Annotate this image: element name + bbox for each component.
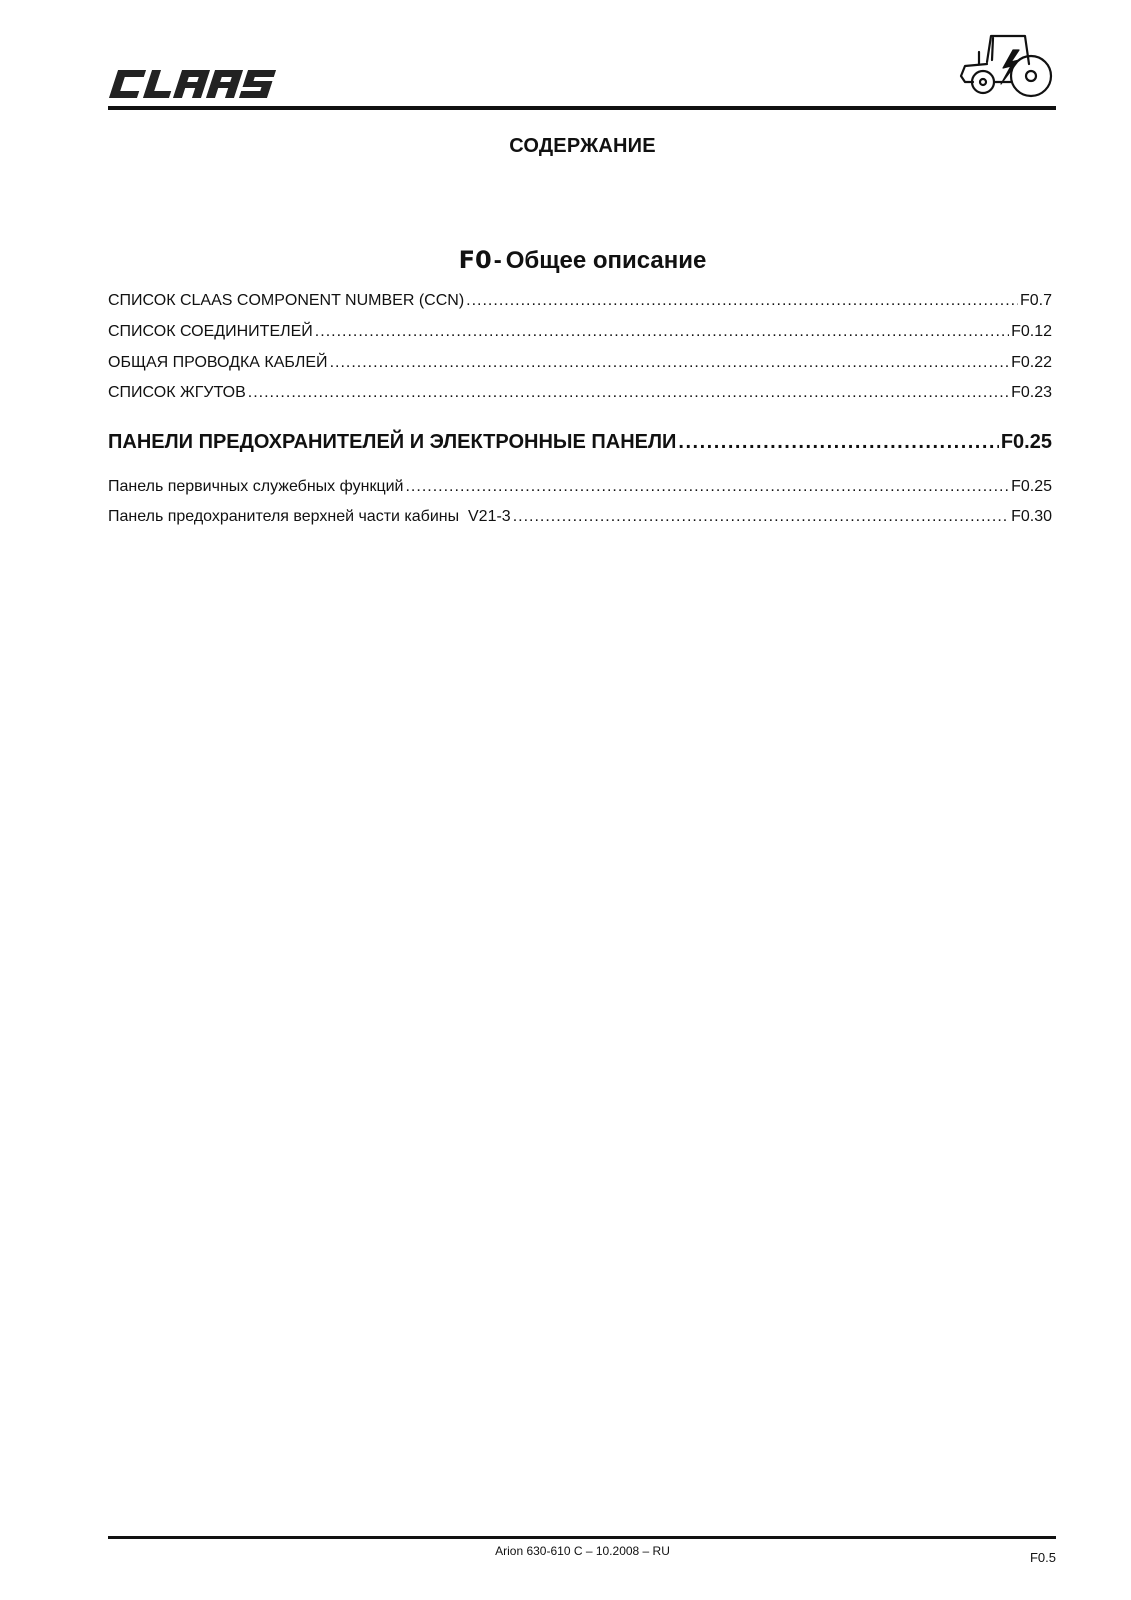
toc-entry-primary-service-panel[interactable] — [108, 478, 1052, 496]
section-heading — [0, 246, 1131, 275]
toc-entry-label: ОБЩАЯ ПРОВОДКА КАБЛЕЙ — [108, 354, 328, 371]
section-code: F0 — [458, 246, 492, 274]
toc-entry-harness-list[interactable] — [108, 384, 1052, 402]
toc-leader-dots — [466, 292, 1018, 310]
claas-logo — [108, 64, 278, 104]
toc-entry-label: ПАНЕЛИ ПРЕДОХРАНИТЕЛЕЙ И ЭЛЕКТРОННЫЕ ПАНЕЛИ — [108, 431, 677, 453]
tractor-icon — [955, 30, 1055, 100]
toc-leader-dots — [330, 354, 1010, 372]
toc-entry-label: СПИСОК СОЕДИНИТЕЛЕЙ — [108, 323, 313, 340]
toc-leader-dots — [405, 478, 1009, 496]
toc-entry-cab-roof-fuse-panel[interactable] — [108, 508, 1052, 526]
toc-entry-ccn-list[interactable] — [108, 292, 1052, 310]
toc-entry-fuse-panels[interactable] — [108, 431, 1052, 454]
toc-entry-page: F0.25 — [1011, 478, 1052, 495]
toc-entry-connectors-list[interactable] — [108, 323, 1052, 341]
toc-entry-label: СПИСОК ЖГУТОВ — [108, 384, 246, 401]
toc-entry-label: Панель первичных служебных функций — [108, 478, 404, 495]
toc-entry-page: F0.30 — [1011, 508, 1052, 525]
toc-entry-label: Панель предохранителя верхней части кабины V21-3 — [108, 508, 511, 525]
section-title: Общее описание — [505, 247, 707, 274]
toc-leader-dots — [315, 323, 1009, 341]
toc-leader-dots — [678, 431, 998, 454]
header-divider — [108, 106, 1056, 110]
toc-entry-general-wiring[interactable] — [108, 354, 1052, 372]
toc-entry-page: F0.12 — [1011, 323, 1052, 340]
toc-entry-page: F0.25 — [1000, 431, 1052, 453]
toc-leader-dots — [248, 384, 1009, 402]
page-title: СОДЕРЖАНИЕ — [509, 135, 656, 157]
footer-divider — [108, 1536, 1056, 1539]
toc-entry-page: F0.7 — [1019, 292, 1052, 309]
footer-page-number: F0.5 — [1029, 1550, 1056, 1565]
toc-entry-page: F0.22 — [1011, 354, 1052, 371]
section-separator: - — [493, 247, 502, 274]
footer-document-info: Arion 630-610 C – 10.2008 – RU — [495, 1544, 670, 1558]
toc-entry-page: F0.23 — [1011, 384, 1052, 401]
toc-entry-label: СПИСОК CLAAS COMPONENT NUMBER (CCN) — [108, 292, 465, 309]
toc-leader-dots — [513, 508, 1009, 526]
